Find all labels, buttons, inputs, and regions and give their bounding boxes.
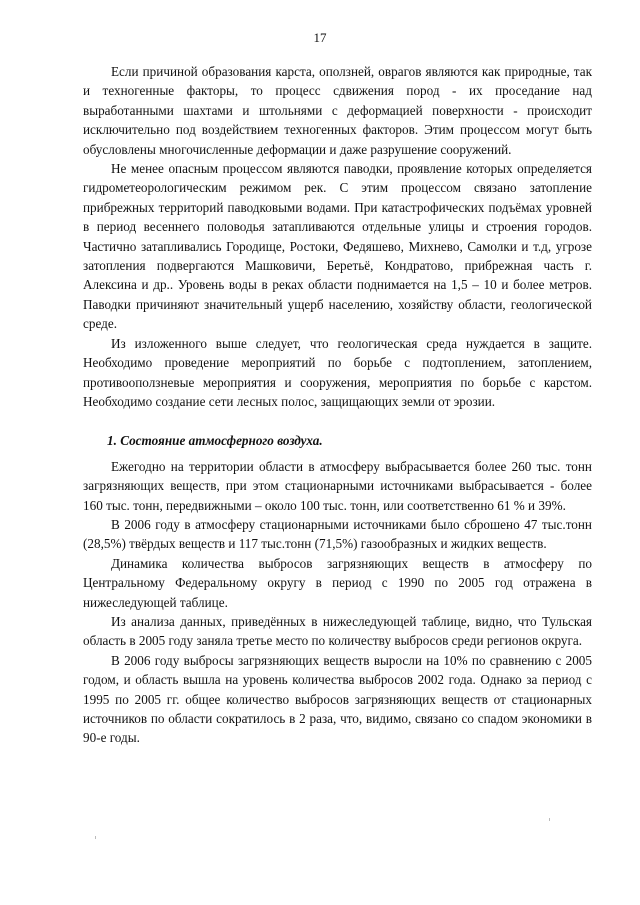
scan-speck	[95, 836, 96, 839]
scan-speck	[549, 818, 550, 821]
paragraph-2006-stationary: В 2006 году в атмосферу стационарными источниками было сброшено 47 тыс.тонн (28,5%) твёрдых веществ и 117 тыс.тонн (71,5%) газообразных и жидких веществ.	[83, 516, 592, 552]
paragraph-2006-growth: В 2006 году выбросы загрязняющих веществ выросли на 10% по сравнению с 2005 годом, и область вышла на уровень количества выбросов 2002 года. Однако за период с 1995 по 2005 гг. общее количество выбросов загрязняющих веществ от стационарных источников по области сократилось в 2 раза, что, видимо, связано со спадом экономики в 90-е годы.	[83, 652, 592, 746]
paragraph-karst-subsidence: Если причиной образования карста, оползней, оврагов являются как природные, так и техногенные факторы, то процесс сдвижения пород - их проседание над выработанными шахтами и штольнями с деформацией поверхности - происходит исключительно под воздействием техногенных факторов. Этим процессом могут быть обусловлены многочисленные деформации и даже разрушение сооружений.	[83, 64, 592, 157]
page-number: 17	[313, 30, 327, 45]
paragraph-floods: Не менее опасным процессом являются паводки, проявление которых определяется гидрометеорологическим режимом рек. С этим процессом связано затопление прибрежных территорий паводковыми водами. При катастрофических подъёмах уровней в период весеннего половодья затапливаются отдельные улицы и строения городов. Частично затапливались Городище, Ростоки, Федяшево, Михнево, Самолки и т.д, угрозе затопления подвергаются Машковичи, Беретьё, Кондратово, прибрежная часть г. Алексина и др.. Уровень воды в реках области поднимается на 1,5 – 10 и более метров. Паводки причиняют значительный ущерб населению, хозяйству области, геологической среде.	[83, 161, 592, 332]
section-heading-atmosphere: 1. Состояние атмосферного воздуха.	[107, 433, 323, 449]
paragraph-emission-dynamics: Динамика количества выбросов загрязняющих веществ в атмосферу по Центральному Федеральному округу в период с 1990 по 2005 год отражена в нижеследующей таблице.	[83, 555, 592, 610]
paragraph-annual-emissions: Ежегодно на территории области в атмосферу выбрасывается более 260 тыс. тонн загрязняющих веществ, при этом стационарными источниками выбрасывается - более 160 тыс. тонн, передвижными – около 100 тыс. тонн, или соответственно 61 % и 39%.	[83, 458, 592, 513]
paragraph-table-analysis: Из анализа данных, приведённых в нижеследующей таблице, видно, что Тульская область в 2005 году заняла третье место по количеству выбросов среди регионов округа.	[83, 613, 592, 649]
document-body	[83, 62, 592, 748]
paragraph-geological-protection: Из изложенного выше следует, что геологическая среда нуждается в защите. Необходимо проведение мероприятий по борьбе с подтоплением, затоплением, противооползневые мероприятия и сооружения, мероприятия по борьбе с карстом. Необходимо создание сети лесных полос, защищающих земли от эрозии.	[83, 335, 592, 409]
